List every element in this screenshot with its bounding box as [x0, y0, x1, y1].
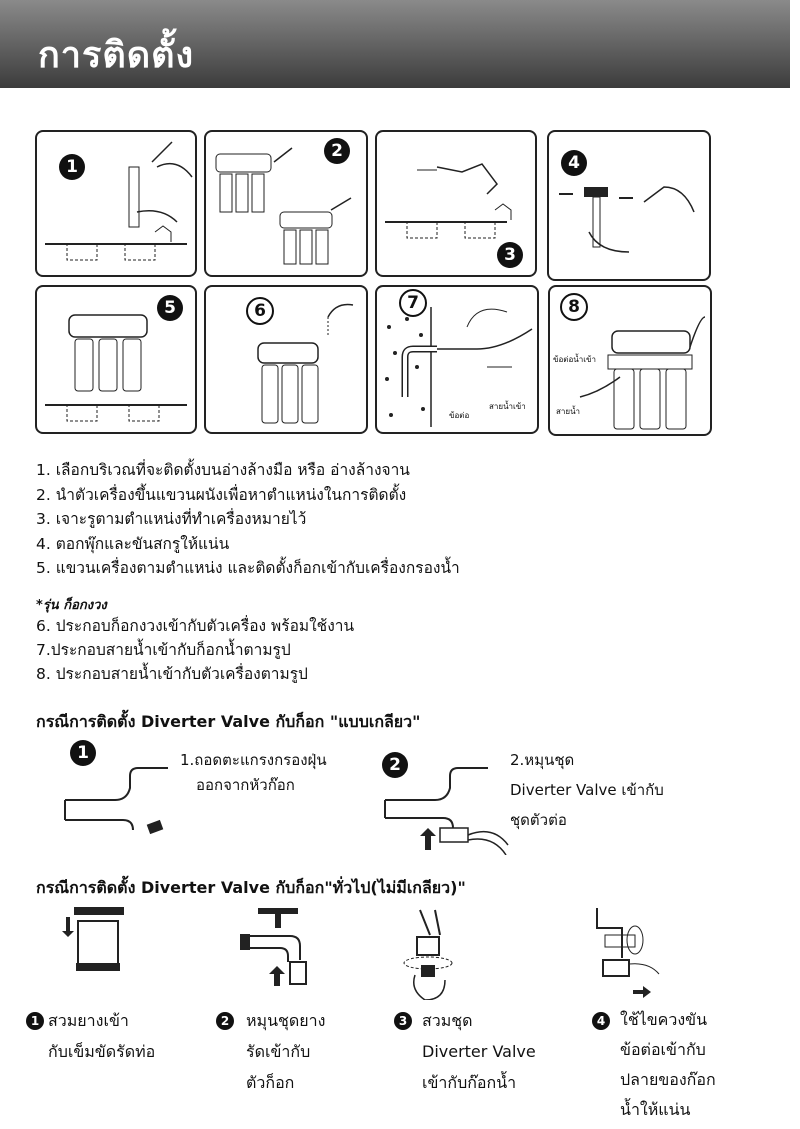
connector-label: ข้อต่อ [449, 411, 470, 420]
page-header [0, 0, 790, 88]
step-number-badge: 8 [560, 293, 588, 321]
threaded-faucet-illustration-1 [60, 750, 180, 840]
diverter-fit-illustration [395, 905, 465, 1000]
inlet-fitting-label: ข้อต่อน้ำเข้า [553, 355, 596, 364]
general-step-1-caption [48, 1005, 155, 1067]
illustration-panel-2 [204, 130, 368, 277]
section-step-number: 1 [70, 740, 96, 766]
illustration-panel-1 [35, 130, 197, 277]
general-step-4-caption [620, 1005, 716, 1125]
step-text: 4. ตอกพุ๊กและขันสกรูให้แน่น [36, 534, 230, 553]
caption-line: สวมยางเข้า [48, 1011, 129, 1030]
section-step-number: 2 [216, 1012, 234, 1030]
step-text: 2. นำตัวเครื่องขึ้นแขวนผนังเพื่อหาตำแหน่งในการติดตั้ง [36, 485, 407, 504]
illustration-panel-6 [204, 285, 368, 434]
step-number-badge: 3 [497, 242, 523, 268]
section-title-threaded: กรณีการติดตั้ง Diverter Valve กับก็อก "แบบเกลียว" [36, 712, 421, 731]
section-step-number: 1 [26, 1012, 44, 1030]
step-text: 8. ประกอบสายน้ำเข้ากับตัวเครื่องตามรูป [36, 665, 308, 683]
step-number-badge: 5 [157, 295, 183, 321]
step-text: 3. เจาะรูตามตำแหน่งที่ทำเครื่องหมายไว้ [36, 510, 307, 528]
section-step-number: 3 [394, 1012, 412, 1030]
caption-line: ตัวก็อก [246, 1073, 295, 1092]
section-title-general: กรณีการติดตั้ง Diverter Valve กับก็อก"ทั่วไป(ไม่มีเกลียว)" [36, 878, 466, 897]
caption-line: เข้ากับก๊อกน้ำ [422, 1073, 517, 1092]
section-step-number: 4 [592, 1012, 610, 1030]
wall-marking-illustration [37, 132, 195, 275]
installation-steps [36, 458, 756, 581]
screwdriver-tighten-illustration [585, 900, 660, 1000]
step-text: 6. ประกอบก็อกงวงเข้ากับตัวเครื่อง พร้อมใช้งาน [36, 617, 355, 635]
water-hose-label: สายน้ำ [556, 407, 581, 416]
threaded-step-1-line1: 1.ถอดตะแกรงกรองฝุ่น [180, 751, 327, 769]
threaded-step-2-line3: ชุดตัวต่อ [510, 811, 567, 829]
step-text: 1. เลือกบริเวณที่จะติดตั้งบนอ่างล้างมือ หรือ อ่างล้างจาน [36, 461, 410, 479]
threaded-step-2-line2: Diverter Valve เข้ากับ [510, 781, 664, 799]
step-number-badge: 1 [59, 154, 85, 180]
caption-line: ข้อต่อเข้ากับ [620, 1040, 706, 1059]
caption-line: Diverter Valve [422, 1042, 536, 1061]
step-text: 5. แขวนเครื่องตามตำแหน่ง และติดตั้งก็อกเข้ากับเครื่องกรองน้ำ [36, 559, 460, 577]
section-step-number: 2 [382, 752, 408, 778]
model-note: *รุ่น ก็อกงวง [36, 598, 107, 613]
step-number-badge: 6 [246, 297, 274, 325]
caption-line: รัดเข้ากับ [246, 1042, 311, 1061]
caption-line: สวมชุด [422, 1011, 473, 1030]
illustration-panel-7 [375, 285, 539, 434]
step-text: 7.ประกอบสายน้ำเข้ากับก็อกน้ำตามรูป [36, 641, 291, 659]
threaded-faucet-illustration-2 [380, 760, 510, 855]
faucet-install-illustration [206, 287, 366, 432]
inlet-hose-label: สายน้ำเข้า [489, 402, 526, 411]
general-step-3-caption [422, 1005, 536, 1098]
illustration-panel-5 [35, 285, 197, 434]
general-step-2-caption [246, 1005, 325, 1098]
threaded-step-2-line1: 2.หมุนชุด [510, 751, 575, 769]
step-number-badge: 7 [399, 289, 427, 317]
illustration-panel-3 [375, 130, 537, 277]
step-number-badge: 4 [561, 150, 587, 176]
caption-line: ใช้ไขควงขัน [620, 1010, 708, 1029]
caption-line: หมุนชุดยาง [246, 1011, 326, 1030]
page-title: การติดตั้ง [38, 35, 195, 76]
faucet-steps [36, 614, 354, 686]
caption-line: ปลายของก๊อก [620, 1070, 716, 1089]
illustration-panel-8 [548, 285, 712, 436]
illustration-panel-4 [547, 130, 711, 281]
caption-line: กับเข็มขัดรัดท่อ [48, 1042, 156, 1061]
caption-line: น้ำให้แน่น [620, 1100, 691, 1119]
threaded-step-1-line2: ออกจากหัวก๊อก [196, 776, 295, 794]
faucet-clamp-illustration [230, 900, 330, 990]
hose-clamp-illustration [60, 905, 140, 985]
step-number-badge: 2 [324, 138, 350, 164]
